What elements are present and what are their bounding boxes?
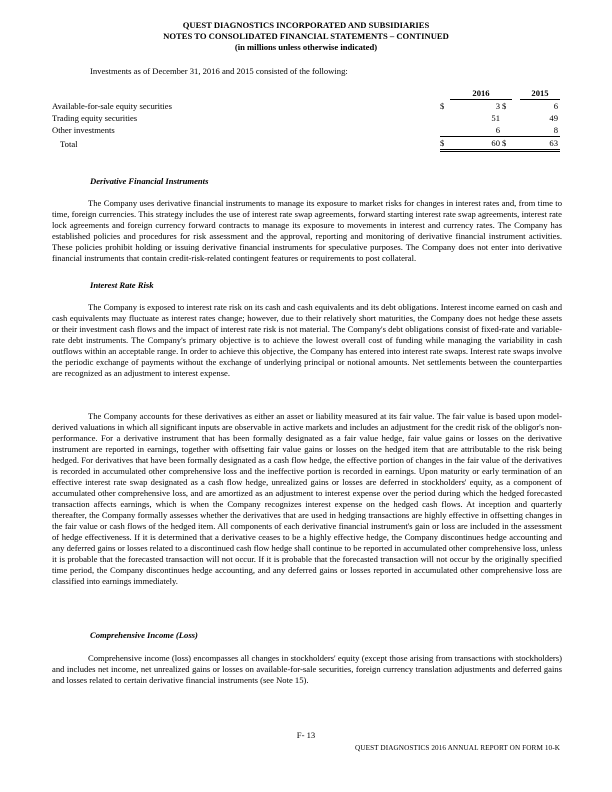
investments-table [52,87,560,152]
table-header-row [52,87,560,100]
table-row [52,124,560,137]
company-heading: QUEST DIAGNOSTICS INCORPORATED AND SUBSIDIARIES [182,20,430,30]
total-2016: 60 [450,137,502,151]
currency-symbol: $ [502,101,507,111]
value-2015: 8 [520,124,560,137]
currency-symbol: $ [440,100,445,111]
derivative-section-title: Derivative Financial Instruments [90,176,209,186]
currency-symbol: $ [502,137,512,151]
total-label: Total [60,138,78,149]
total-2015: 63 [520,137,560,151]
report-footer: QUEST DIAGNOSTICS 2016 ANNUAL REPORT ON FORM 10-K [355,744,560,752]
value-2016: 51 [491,113,500,123]
table-total-row [52,137,560,151]
year-2015-header: 2015 [520,87,560,100]
row-label: Available-for-sale equity securities [52,100,172,111]
units-heading: (in millions unless otherwise indicated) [234,42,378,52]
derivative-paragraph: The Company uses derivative financial instruments to manage its exposure to market risks for changes in interest rates and, from time to time, foreign currencies. This strategy includes the use of interest rate swap agreements, forward starting interest rate swap agreements, interest rate lock agreements and foreign currency forward contracts to manage its exposure to movements in interest and currency rates. The Company has established policies and procedures for risk assessment and the approval, reporting and monitoring of derivative financial instrument activities. These policies prohibit holding or issuing derivative financial instruments for speculative purposes. The Company does not enter into derivative financial instruments that contain credit-risk-related contingent features or requirements to post collateral. [52,198,562,263]
comprehensive-paragraph: Comprehensive income (loss) encompasses all changes in stockholders' equity (except those arising from transactions with stockholders) and includes net income, net unrealized gains or losses on available-for-sale securities, foreign currency translation adjustments and deferred gains and losses related to certain derivative financial instruments (see Note 15). [52,653,562,685]
comprehensive-section-title: Comprehensive Income (Loss) [90,630,198,640]
page-number: F- 13 [296,730,316,740]
value-2016: 6 [450,124,502,137]
currency-symbol: $ [440,137,450,151]
row-label: Trading equity securities [52,113,138,123]
table-row [52,100,560,113]
interest-paragraph-2: The Company accounts for these derivatives as either an asset or liability measured at its fair value. The fair value is based upon model-derived valuations in which all significant inputs are observable in active markets and includes an adjustment for the credit risk of the obligor's non-performance. For a derivative instrument that has been formally designated as a fair value hedge, fair value gains or losses on the derivative instrument are reported in earnings, together with offsetting fair value gains or losses on the hedged item that are attributable to the risk being hedged. For derivatives that have been formally designated as a cash flow hedge, the effective portion of changes in the fair value of the derivatives is recorded in accumulated other comprehensive loss and the ineffective portion is recorded in earnings. Upon maturity or early termination of an effective interest rate swap designated as a cash flow hedge, unrealized gains or losses are deferred in stockholders' equity, as a component of accumulated other comprehensive loss, and are amortized as an adjustment to interest expense over the period during which the hedged forecasted transaction affects earnings, which is when the Company recognizes interest expense on the hedged cash flows. At inception and quarterly thereafter, the Company formally assesses whether the derivatives that are used in hedging transactions are highly effective in offsetting changes in the fair value or cash flows of the hedged item. All components of each derivative financial instrument's gain or loss are included in the assessment of hedge effectiveness. If it is determined that a derivative ceases to be a highly effective hedge, the Company discontinues hedge accounting and any deferred gains or losses related to a discontinued cash flow hedge shall continue to be reported in accumulated other comprehensive loss, unless it is probable that the forecasted transaction will not occur. If it is probable that the forecasted transaction will not occur by the originally specified time period, the Company discontinues hedge accounting, and any deferred gains or losses reported in accumulated other comprehensive loss are classified into earnings immediately. [52,411,562,586]
interest-paragraph-1: The Company is exposed to interest rate risk on its cash and cash equivalents and its debt obligations. Interest income earned on cash and cash equivalents may fluctuate as interest rates change; however, due to their relatively short maturities, the Company does not hedge these assets or their investment cash flows and the impact of interest rate risk is not material. The Company's debt obligations consist of fixed-rate and variable-rate debt instruments. The Company's primary objective is to achieve the lowest overall cost of funding while managing the variability in cash outflows within an acceptable range. In order to achieve this objective, the Company has entered into interest rate swaps. Interest rate swaps involve the periodic exchange of payments without the exchange of underlying principal or notional amounts. Net settlements between the counterparties are recognized as an adjustment to interest expense. [52,302,562,378]
value-2015: 6 [553,101,558,111]
interest-section-title: Interest Rate Risk [90,280,154,290]
table-row [52,112,560,124]
investments-intro: Investments as of December 31, 2016 and 2015 consisted of the following: [90,66,348,76]
value-2015: 49 [549,113,558,123]
year-2016-header: 2016 [450,87,512,100]
value-2016: 3 [495,101,500,111]
row-label: Other investments [52,125,115,136]
notes-heading: NOTES TO CONSOLIDATED FINANCIAL STATEMENTS – CONTINUED [163,31,449,41]
